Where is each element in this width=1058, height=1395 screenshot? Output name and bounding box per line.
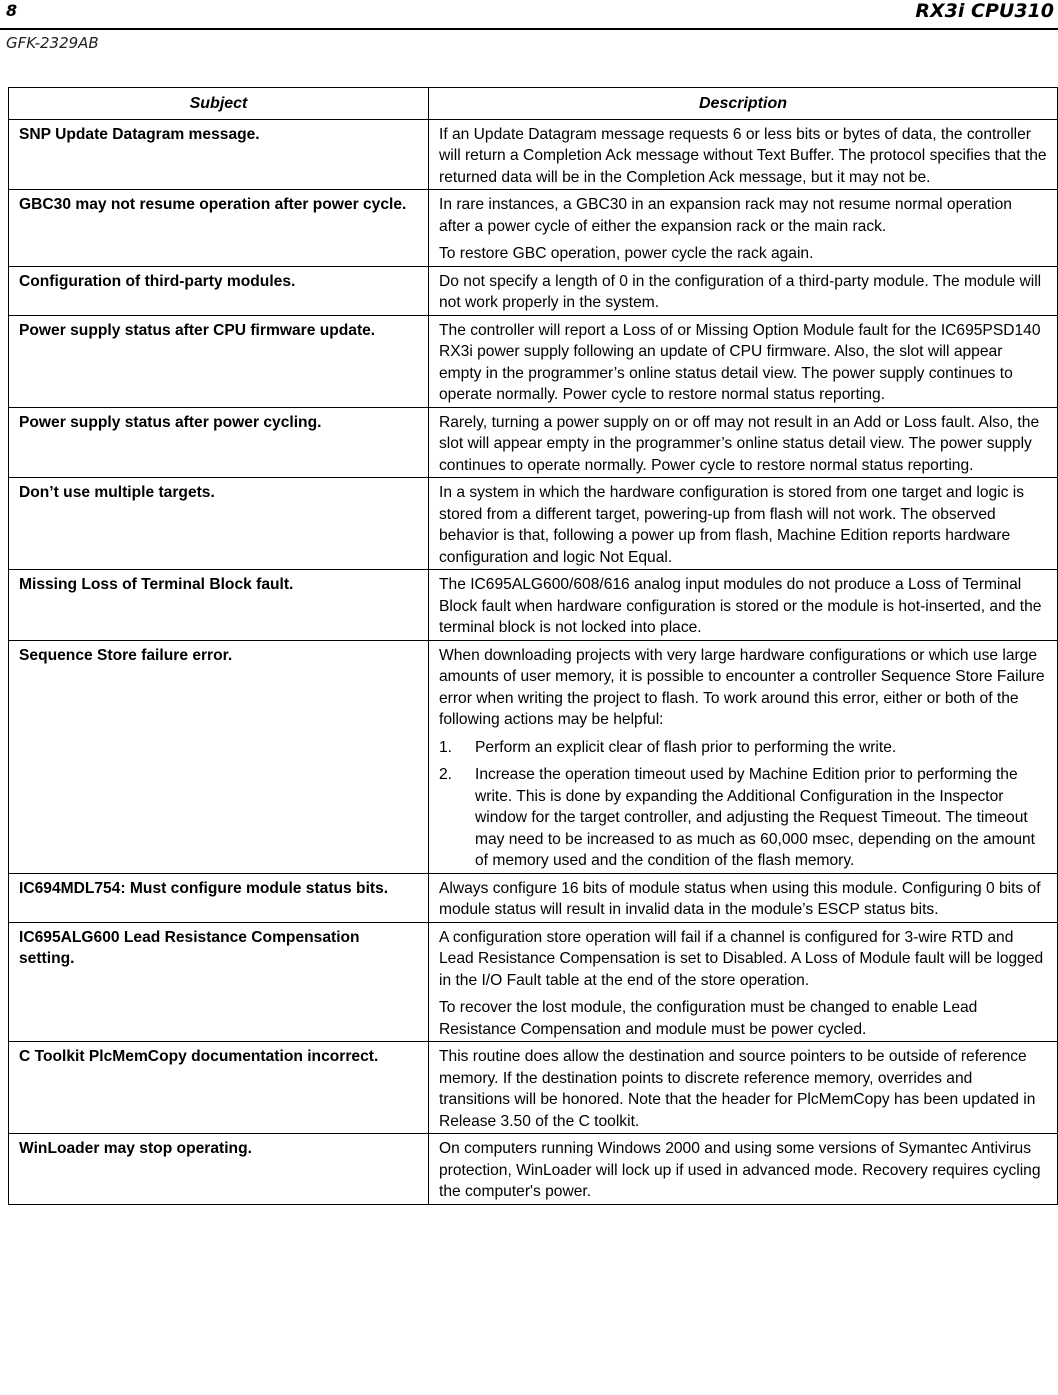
row-subject: SNP Update Datagram message. [9,119,429,190]
table-row [9,1042,1058,1134]
description-paragraph: This routine does allow the destination and source pointers to be outside of reference memory. If the destination points to discrete reference memory, overrides and transitions will be honored. Note that the header for PlcMemCopy has been updated in Release 3.50 of the C toolkit. [439,1048,1036,1130]
description-paragraph: To recover the lost module, the configuration must be changed to enable Lead Resistance Compensation and module must be power cycled. [439,999,978,1038]
description-paragraph: The IC695ALG600/608/616 analog input modules do not produce a Loss of Terminal Block fault when hardware configuration is stored or the module is hot-inserted, and the terminal block is not locked into place. [439,576,1042,636]
description-paragraph: Do not specify a length of 0 in the configuration of a third-party module. The module will not work properly in the system. [439,272,1042,311]
description-paragraph: Always configure 16 bits of module status when using this module. Configuring 0 bits of module status will result in invalid data in the module’s ESCP status bits. [439,879,1041,918]
description-paragraph: If an Update Datagram message requests 6 or less bits or bytes of data, the controller will return a Completion Ack message without Text Buffer. The protocol specifies that the returned data will be in the Completion Ack message, but it may not be. [439,125,1047,186]
description-paragraph: Rarely, turning a power supply on or off may not result in an Add or Loss fault. Also, the slot will appear empty in the programmer’s online status detail view. The power supply continues to operate normally. Power cycle to restore normal status reporting. [439,413,1040,474]
list-item-number: 2. [439,766,453,783]
row-subject: Power supply status after power cycling. [9,407,429,478]
table-row [9,119,1058,190]
description-paragraph: A configuration store operation will fail if a channel is configured for 3-wire RTD and Lead Resistance Compensation is set to Disabled. A Loss of Module fault will be logged in the I/O Fault table at the end of the store operation. [439,928,1044,989]
table-row [9,407,1058,478]
row-subject: C Toolkit PlcMemCopy documentation incorrect. [9,1042,429,1134]
page-number: 8 [6,1,18,20]
row-description [429,119,1058,190]
row-subject: GBC30 may not resume operation after power cycle. [9,190,429,267]
list-item [439,764,1047,872]
row-description [429,1042,1058,1134]
list-item-text: Increase the operation timeout used by Machine Edition prior to performing the write. This is done by expanding the Additional Configuration in the Inspector window for the target controller, and adjusting the Request Timeout. The timeout may need to be increased to as much as 60,000 msec, depending on the amount of memory used and the condition of the flash memory. [475,766,1036,869]
row-description [429,407,1058,478]
column-header-description: Description [429,88,1058,120]
document-title: RX3i CPU310 [915,0,1054,22]
description-paragraph: The controller will report a Loss of or Missing Option Module fault for the IC695PSD140 RX3i power supply following an update of CPU firmware. Also, the slot will appear empty in the programmer’s online status detail view. The power supply continues to operate normally. Power cycle to restore normal status reporting. [439,321,1041,403]
row-description [429,315,1058,407]
row-subject: WinLoader may stop operating. [9,1134,429,1205]
description-paragraph: On computers running Windows 2000 and using some versions of Symantec Antivirus protection, WinLoader will lock up if used in advanced mode. Recovery requires cycling the computer's power. [439,1140,1041,1200]
table-row [9,922,1058,1042]
row-description [429,478,1058,570]
description-paragraph: In rare instances, a GBC30 in an expansion rack may not resume normal operation after a power cycle of either the expansion rack or the main rack. [439,196,1012,235]
list-item-text: Perform an explicit clear of flash prior to performing the write. [475,738,897,756]
table-row [9,873,1058,922]
table-row [9,570,1058,641]
table-row [9,315,1058,407]
row-subject: IC694MDL754: Must configure module status bits. [9,873,429,922]
row-subject: Configuration of third-party modules. [9,266,429,315]
description-paragraph: In a system in which the hardware configuration is stored from one target and logic is stored from a different target, powering-up from flash will not work. The observed behavior is that, following a power up from flash, Machine Edition reports hardware configuration and logic Not Equal. [439,484,1025,566]
list-item [439,737,1047,759]
row-subject: IC695ALG600 Lead Resistance Compensation setting. [9,922,429,1042]
table-header-row [9,88,1058,120]
row-description [429,922,1058,1042]
table-row [9,190,1058,267]
row-description [429,190,1058,267]
table-row [9,1134,1058,1205]
row-subject: Sequence Store failure error. [9,640,429,873]
description-paragraph: To restore GBC operation, power cycle the rack again. [439,245,814,262]
document-id: GFK-2329AB [6,34,99,52]
table-row [9,478,1058,570]
row-description [429,1134,1058,1205]
row-description [429,640,1058,873]
list-item-number: 1. [439,738,453,756]
table-row [9,266,1058,315]
description-paragraph: When downloading projects with very large hardware configurations or which use large amounts of user memory, it is possible to encounter a controller Sequence Store Failure error when writing the project to flash. To work around this error, either or both of the following actions may be helpful: [439,646,1045,728]
row-subject: Missing Loss of Terminal Block fault. [9,570,429,641]
row-description [429,873,1058,922]
column-header-subject: Subject [9,88,429,120]
table-row [9,640,1058,873]
row-description [429,570,1058,641]
restrictions-table [8,87,1058,1205]
row-subject: Power supply status after CPU firmware update. [9,315,429,407]
row-subject: Don’t use multiple targets. [9,478,429,570]
row-description [429,266,1058,315]
page-header [0,0,1058,30]
